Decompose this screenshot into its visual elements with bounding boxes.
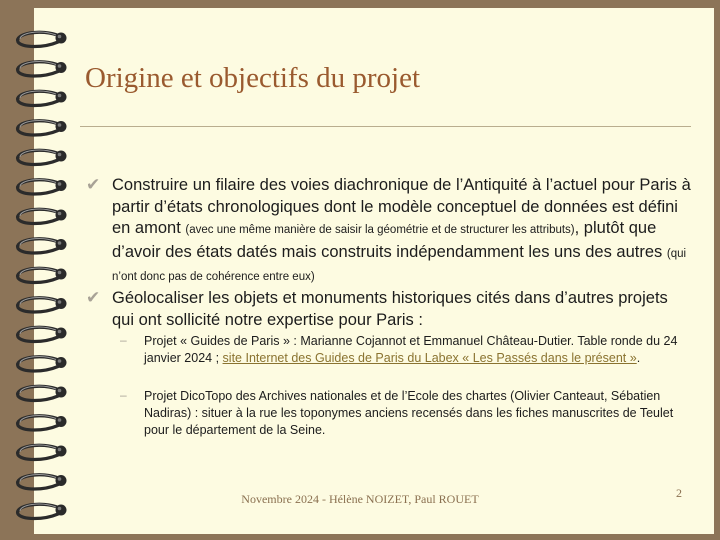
binding-ring (18, 209, 67, 223)
binding-ring (18, 475, 67, 489)
check-bullet-icon: ✔ (86, 175, 101, 195)
page-title: Origine et objectifs du projet (85, 62, 421, 94)
sub-item-period: . (636, 351, 641, 365)
binding-ring (18, 62, 67, 76)
dash-bullet-icon: – (120, 333, 127, 347)
sub-item-2 (144, 388, 689, 439)
footer-text: Novembre 2024 - Hélène NOIZET, Paul ROUET (241, 492, 479, 506)
binding-ring (18, 239, 67, 253)
binding-ring (18, 298, 67, 312)
binding-ring (18, 91, 67, 105)
binding-ring (18, 32, 67, 46)
bullet-text: Géolocaliser les objets et monuments historiques cités dans d’autres projets qui ont sollicité notre expertise pour Paris : (112, 289, 668, 329)
sub-item-text: Projet DicoTopo des Archives nationales et de l’Ecole des chartes (Olivier Canteaut, Sébatien Nadiras) : situer à la rue les toponymes anciens recensés dans les fiches manuscrites de Teulet pour le département de la Seine. (144, 389, 674, 437)
binding-ring (18, 150, 67, 164)
binding-ring (18, 180, 67, 194)
bullet-note: (qui n’ont donc pas de cohérence entre eux) (112, 247, 687, 283)
binding-ring (18, 268, 67, 282)
title-divider (80, 126, 691, 127)
sub-item-text: Projet « Guides de Paris » : Marianne Cojannot et Emmanuel Château-Dutier. Table ronde du 24 janvier 2024 ; (144, 334, 678, 365)
bullet-text: Construire un filaire des voies diachronique de l’Antiquité à l’actuel pour Paris à partir d’états chronologiques dont le modèle conceptuel de données est défini en amont (112, 176, 691, 237)
binding-ring (18, 357, 67, 371)
binding-ring (18, 445, 67, 459)
binding-ring (18, 121, 67, 135)
spiral-binding (0, 0, 80, 540)
bullet-note: (avec une même manière de saisir la géométrie et de structurer les attributs) (185, 224, 575, 236)
binding-ring (18, 416, 67, 430)
sub-item-1 (144, 333, 689, 367)
binding-ring (18, 386, 67, 400)
binding-ring (18, 327, 67, 341)
page-number: 2 (676, 486, 682, 500)
guides-de-paris-link[interactable]: site Internet des Guides de Paris du Labex « Les Passés dans le présent » (222, 351, 637, 365)
bullet-item-2 (112, 288, 692, 331)
check-bullet-icon: ✔ (86, 288, 101, 308)
bullet-text-continued: , plutôt que d’avoir des états datés mais construits indépendamment les uns des autres (112, 219, 663, 261)
bullet-item-1 (112, 175, 692, 289)
dash-bullet-icon: – (120, 388, 127, 402)
